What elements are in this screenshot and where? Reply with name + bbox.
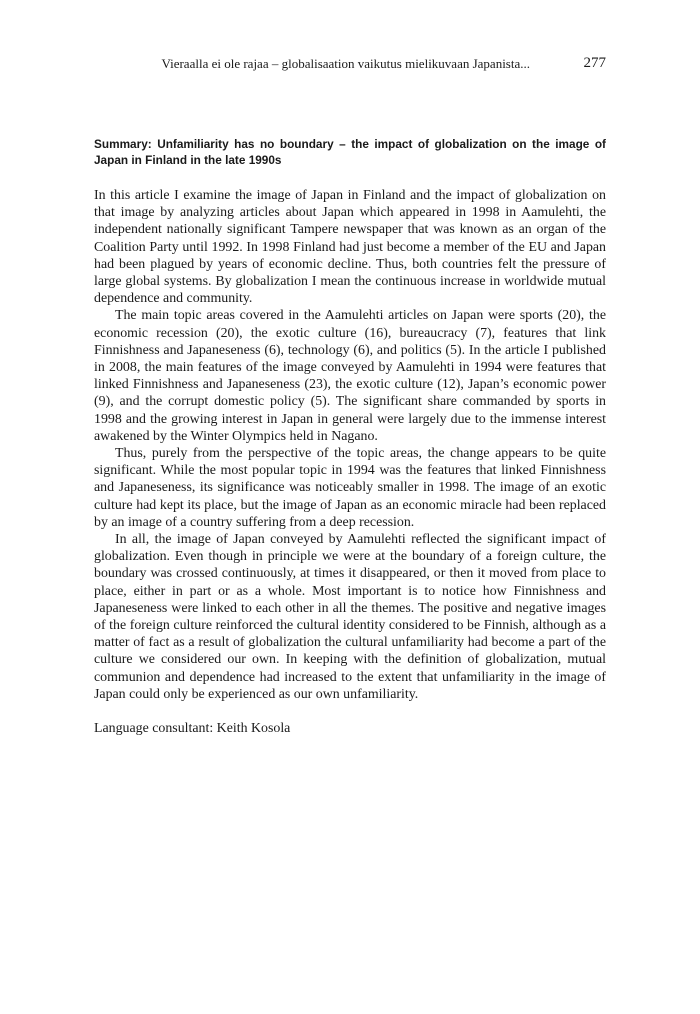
language-consultant-note: Language consultant: Keith Kosola: [94, 721, 291, 736]
summary-body: [94, 187, 606, 703]
running-header: [94, 54, 606, 74]
summary-paragraph: The main topic areas covered in the Aamulehti articles on Japan were sports (20), the economic recession (20), the exotic culture (16), bureaucracy (7), features that link Finnishness and Japaneseness (6), technology (6), and politics (5). In the article I published in 2008, the main features of the image conveyed by Aamulehti in 1994 were features that linked Finnishness and Japaneseness (23), the exotic culture (12), Japan’s economic power (9), and the corrupt domestic policy (5). The significant share commanded by sports in 1998 and the growing interest in Japan in general were largely due to the immense interest awakened by the Winter Olympics held in Nagano.: [94, 308, 606, 444]
summary-paragraph: Thus, purely from the perspective of the topic areas, the change appears to be quite significant. While the most popular topic in 1994 was the features that linked Finnishness and Japaneseness, its significance was noticeably smaller in 1998. The image of an exotic culture had kept its place, but the image of Japan as an economic miracle had been replaced by an image of a country suffering from a deep recession.: [94, 446, 606, 530]
summary-title: Summary: Unfamiliarity has no boundary – the impact of globalization on the image of Japan in Finland in the late 1990s: [94, 137, 606, 167]
summary-paragraph: In this article I examine the image of Japan in Finland and the impact of globalization on that image by analyzing articles about Japan which appeared in 1998 in Aamulehti, the independent nationally significant Tampere newspaper that was known as an organ of the Coalition Party until 1992. In 1998 Finland had just become a member of the EU and Japan had been plagued by years of economic decline. Thus, both countries felt the pressure of large global systems. By globalization I mean the continuous increase in worldwide mutual dependence and community.: [94, 188, 606, 307]
page-number: 277: [583, 55, 606, 71]
running-header-title: Vieraalla ei ole rajaa – globalisaation vaikutus mielikuvaan Japanista...: [161, 56, 530, 71]
summary-paragraph: In all, the image of Japan conveyed by Aamulehti reflected the significant impact of globalization. Even though in principle we were at the boundary of a foreign culture, the boundary was crossed continuously, at times it disappeared, or then it moved from place to place, either in part or as a whole. Most important is to notice how Finnishness and Japaneseness were linked to each other in all the themes. The positive and negative images of the foreign culture reinforced the cultural identity considered to be Finnish, although as a matter of fact as a result of globalization the cultural unfamiliarity had become a part of the culture we considered our own. In keeping with the definition of globalization, mutual communion and dependence had increased to the extent that unfamiliarity in the image of Japan could only be experienced as our own unfamiliarity.: [94, 532, 606, 702]
